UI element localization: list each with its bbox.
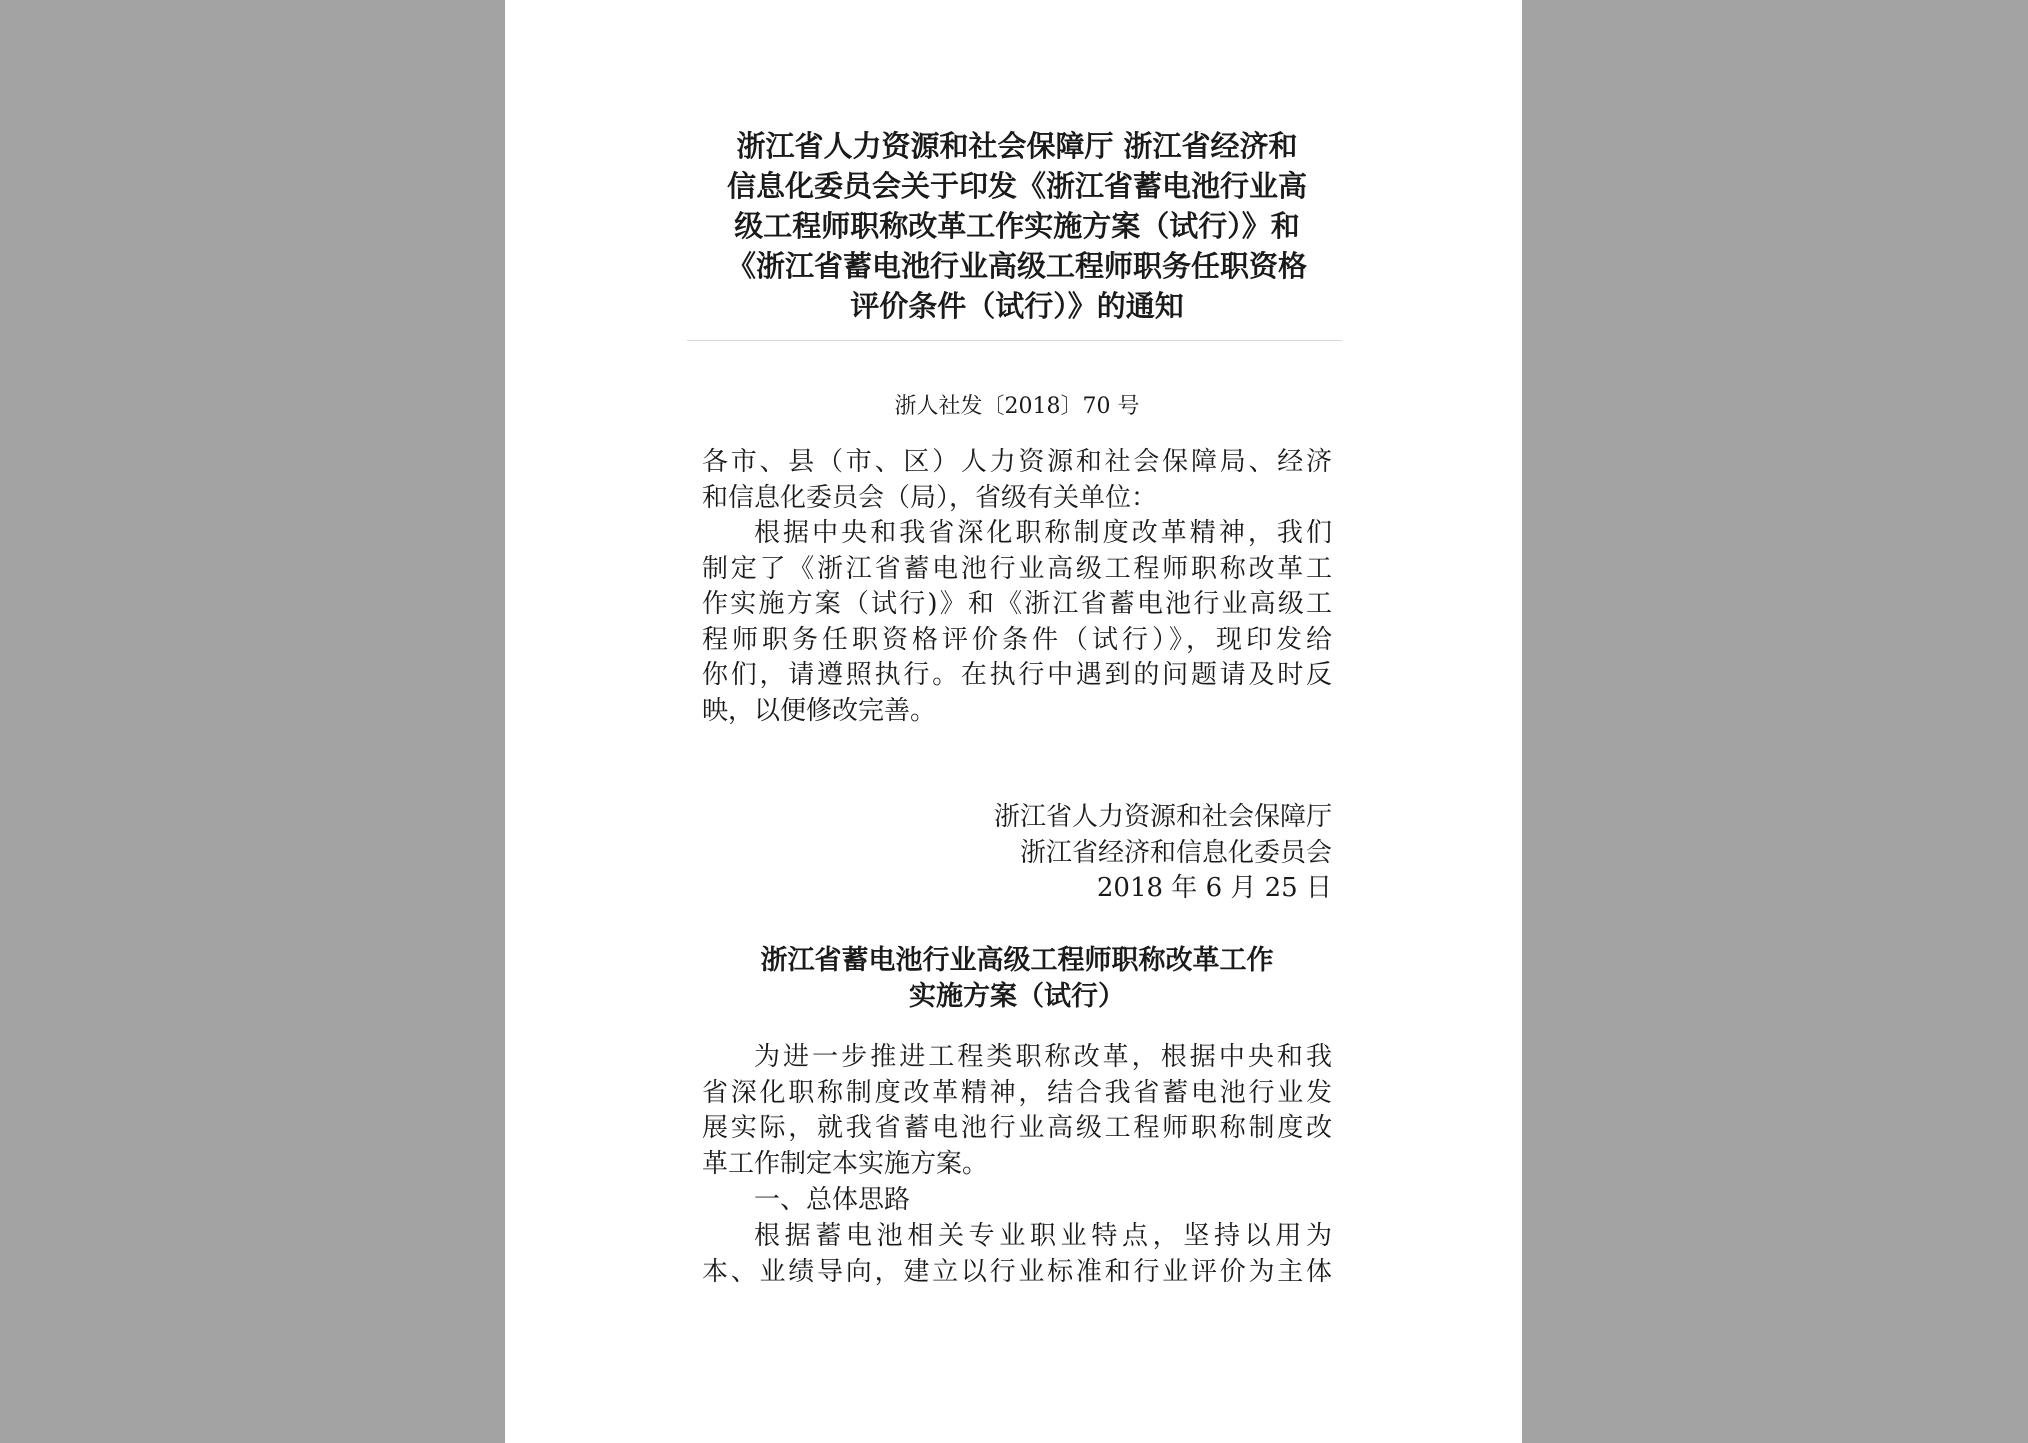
signature-date: 2018 年 6 月 25 日 xyxy=(1096,873,1332,903)
paragraph-line: 你们，请遵照执行。在执行中遇到的问题请及时反 xyxy=(702,660,1332,690)
title-divider xyxy=(687,340,1342,341)
paragraph-line: 革工作制定本实施方案。 xyxy=(702,1148,989,1179)
annex-title-line: 实施方案（试行） xyxy=(909,981,1125,1012)
salutation xyxy=(702,445,1332,516)
title-line: 信息化委员会关于印发《浙江省蓄电池行业高 xyxy=(726,169,1307,203)
annex-title-line: 浙江省蓄电池行业高级工程师职称改革工作 xyxy=(760,945,1274,976)
title-line: 评价条件（试行）》的通知 xyxy=(850,289,1184,323)
paragraph-line: 省深化职称制度改革精神，结合我省蓄电池行业发 xyxy=(702,1077,1332,1108)
paragraph-line: 根据蓄电池相关专业职业特点，坚持以用为 xyxy=(754,1221,1332,1251)
paragraph-line: 本、业绩导向，建立以行业标准和行业评价为主体 xyxy=(702,1256,1332,1287)
paragraph-line: 作实施方案（试行)》和《浙江省蓄电池行业高级工 xyxy=(702,589,1332,619)
paragraph-line: 根据中央和我省深化职称制度改革精神，我们 xyxy=(754,518,1332,548)
paragraph-line: 程师职务任职资格评价条件（试行）》，现印发给 xyxy=(702,624,1332,655)
title-line: 浙江省人力资源和社会保障厅 浙江省经济和 xyxy=(736,129,1298,163)
title-line: 级工程师职称改革工作实施方案（试行）》和 xyxy=(734,209,1300,243)
section-heading-text: 一、总体思路 xyxy=(754,1185,911,1215)
signature-org-1: 浙江省人力资源和社会保障厅 xyxy=(993,802,1332,832)
document-title xyxy=(702,126,1332,326)
document-number: 浙人社发〔2018〕70 号 xyxy=(894,394,1140,419)
signature-block xyxy=(702,800,1332,907)
paragraph-line: 映，以便修改完善。 xyxy=(702,695,937,726)
paragraph-line: 展实际，就我省蓄电池行业高级工程师职称制度改 xyxy=(702,1113,1332,1143)
intro-paragraph xyxy=(702,1040,1332,1182)
notice-paragraph xyxy=(702,516,1332,729)
annex-title xyxy=(702,943,1332,1015)
title-line: 《浙江省蓄电池行业高级工程师职务任职资格 xyxy=(726,249,1307,283)
document-page xyxy=(505,0,1522,1443)
section-heading xyxy=(702,1183,1332,1219)
paragraph-line: 制定了《浙江省蓄电池行业高级工程师职称改革工 xyxy=(702,553,1332,584)
salutation-line: 各市、县（市、区）人力资源和社会保障局、经济 xyxy=(702,447,1332,477)
paragraph-line: 为进一步推进工程类职称改革，根据中央和我 xyxy=(754,1042,1332,1072)
signature-org-2: 浙江省经济和信息化委员会 xyxy=(1019,837,1332,868)
salutation-line: 和信息化委员会（局），省级有关单位： xyxy=(702,482,1158,513)
section-paragraph xyxy=(702,1219,1332,1290)
